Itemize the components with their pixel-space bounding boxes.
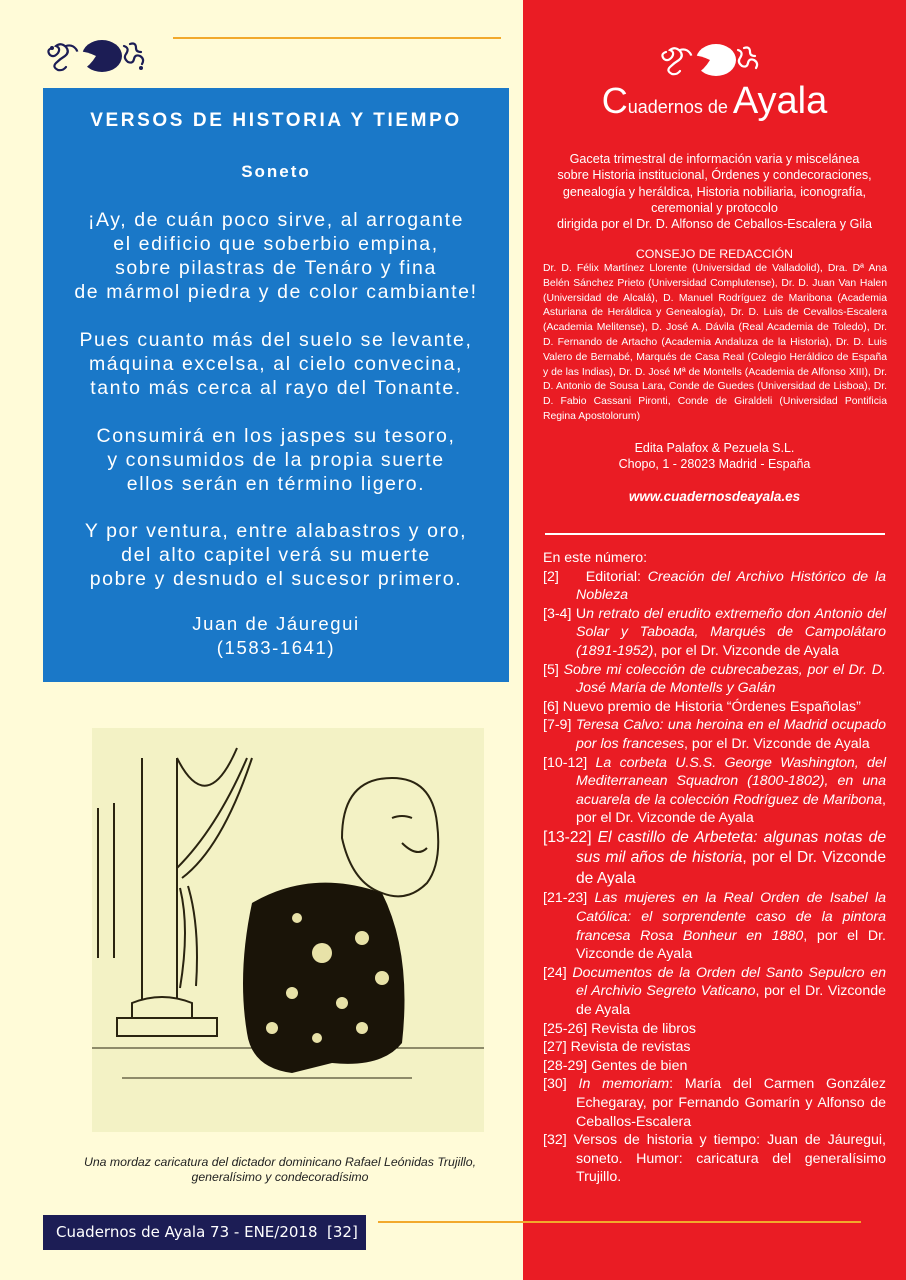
toc-item[interactable]	[543, 1038, 886, 1057]
ayala-logo-icon	[44, 38, 154, 74]
toc-title: Teresa Calvo: una heroina en el Madrid ocupado por los franceses	[575, 717, 886, 752]
divider	[545, 533, 885, 535]
description-line: Gaceta trimestral de información varia y miscelánea	[569, 152, 860, 166]
toc-text: Revista de revistas	[566, 1039, 691, 1056]
title-initial: C	[601, 80, 628, 121]
caricature-image-icon	[92, 728, 484, 1132]
toc-pages: [10-12]	[543, 754, 588, 771]
toc-text: Versos de historia y tiempo: Juan de Jáuregui, soneto. Humor: caricatura del generalísimo Trujillo.	[566, 1132, 886, 1186]
section-title: VERSOS DE HISTORIA Y TIEMPO	[90, 110, 462, 131]
toc-item[interactable]	[543, 1057, 886, 1076]
toc-item[interactable]	[543, 754, 886, 828]
stanza-2	[43, 328, 509, 400]
ayala-logo-icon	[658, 42, 768, 78]
masthead-column	[523, 0, 906, 1280]
verse: Consumirá en los jaspes su tesoro,	[96, 425, 456, 447]
toc-pages: [32]	[543, 1132, 567, 1149]
publisher-address: Chopo, 1 - 28023 Madrid - España	[618, 457, 811, 471]
toc-pages: [24]	[543, 964, 567, 981]
toc-item[interactable]	[543, 889, 886, 963]
verse: pobre y desnudo el sucesor primero.	[89, 568, 463, 590]
toc-title: Creación del Archivo Histórico de la Nobleza	[576, 568, 886, 604]
toc-pages: [21-23]	[543, 890, 588, 907]
bottom-divider	[378, 1221, 861, 1223]
author-dates: (1583-1641)	[216, 637, 336, 658]
table-of-contents	[543, 549, 886, 1187]
stanza-4	[43, 519, 509, 591]
title-ayala: Ayala	[732, 80, 828, 122]
publisher-info	[523, 440, 906, 472]
toc-pages: [25-26]	[543, 1020, 588, 1037]
toc-text: , por el Dr. Vizconde de Ayala	[576, 983, 886, 1018]
website-link[interactable]: www.cuadernosdeayala.es	[628, 489, 801, 504]
toc-title: El castillo de Arbeteta: algunas notas de sus mil años de historia	[576, 828, 886, 867]
stanza-1	[43, 208, 509, 304]
toc-pages: [30]	[543, 1076, 567, 1093]
verse: el edificio que soberbio empina,	[113, 233, 439, 255]
description-line: sobre Historia institucional, Órdenes y condecoraciones,	[557, 168, 872, 183]
verse: de mármol piedra y de color cambiante!	[74, 281, 478, 303]
toc-item[interactable]	[543, 698, 886, 717]
description-line: genealogía y heráldica, Historia nobiliaria, iconografía,	[562, 184, 867, 199]
verse: Y por ventura, entre alabastros y oro,	[84, 520, 468, 542]
poem-box	[43, 88, 509, 682]
editorial-board-heading: CONSEJO DE REDACCIÓN	[635, 247, 794, 261]
toc-pages: [13-22]	[543, 828, 592, 846]
toc-title: Las mujeres en la Real Orden de Isabel la Católica: el sorprendente caso de la pintora francesa Rosa Bonheur en 1880	[576, 890, 886, 944]
toc-item[interactable]	[543, 1075, 886, 1131]
verse: sobre pilastras de Tenáro y fina	[115, 257, 437, 279]
toc-text: , por el Dr. Vizconde de Ayala	[576, 791, 886, 827]
toc-text: Revista de libros	[587, 1020, 696, 1037]
toc-item[interactable]	[543, 605, 886, 661]
verse: Pues cuanto más del suelo se levante,	[79, 329, 473, 351]
caricature-illustration	[92, 728, 484, 1132]
toc-pages: [3-4]	[543, 605, 572, 622]
toc-pages: [27]	[543, 1039, 567, 1056]
toc-title: In memoriam	[578, 1076, 670, 1093]
toc-pages: [7-9]	[543, 717, 572, 734]
magazine-description	[533, 151, 896, 232]
toc-item[interactable]	[543, 661, 886, 698]
toc-pages: [28-29]	[543, 1057, 588, 1074]
page-footer-label: Cuadernos de Ayala 73 - ENE/2018 [32]	[43, 1215, 366, 1250]
poem-subtitle: Soneto	[241, 162, 311, 181]
toc-heading: En este número:	[543, 550, 648, 566]
description-line: dirigida por el Dr. D. Alfonso de Ceballos-Escalera y Gila	[557, 217, 872, 232]
toc-text: : María del Carmen González Echegaray, por Fernando Gomarín y Alfonso de Ceballos-Escalera	[576, 1076, 886, 1130]
publisher-name: Edita Palafox & Pezuela S.L.	[634, 441, 795, 455]
verse: y consumidos de la propia suerte	[107, 449, 445, 471]
stanza-3	[43, 424, 509, 496]
toc-title: Documentos de la Orden del Santo Sepulcro en el Archivio Segreto Vaticano	[572, 964, 886, 1000]
toc-pages: [5]	[543, 661, 559, 678]
title-middle: uadernos de	[627, 97, 733, 117]
toc-item[interactable]	[543, 828, 886, 890]
toc-title: Sobre mi colección de cubrecabezas, por el Dr. D. José María de Montells y Galán	[563, 661, 886, 697]
magazine-title	[523, 80, 906, 123]
toc-text: , por el Dr. Vizconde de Ayala	[576, 849, 886, 887]
illustration-caption	[40, 1155, 520, 1185]
toc-item[interactable]	[543, 1131, 886, 1187]
toc-text: , por el Dr. Vizconde de Ayala	[653, 642, 839, 659]
toc-text: Nuevo premio de Historia “Órdenes Españolas”	[558, 698, 861, 715]
caption-line: generalísimo y condecoradísimo	[191, 1170, 369, 1184]
toc-item[interactable]	[543, 568, 886, 605]
toc-item[interactable]	[543, 1020, 886, 1039]
toc-text	[567, 1076, 579, 1092]
toc-title: n retrato del erudito extremeño don Antonio del Solar y Taboada, Marqués de Campolátaro (1891-1952)	[576, 605, 887, 659]
toc-pages: [2]	[543, 568, 559, 585]
toc-item[interactable]	[543, 964, 886, 1020]
verse: ¡Ay, de cuán poco sirve, al arrogante	[87, 209, 465, 231]
toc-text: U	[571, 605, 587, 622]
description-line: ceremonial y protocolo	[651, 200, 778, 215]
toc-text: Gentes de bien	[587, 1057, 688, 1074]
toc-text: Editorial:	[558, 568, 648, 585]
verse: máquina excelsa, al cielo convecina,	[88, 353, 464, 375]
editorial-board-list: Dr. D. Félix Martínez Llorente (Universidad de Valladolid), Dra. Dª Ana Belén Sánchez Prieto (Universidad Complutense), Dr. D. Juan Van Halen (Universidad de Alcalá), D. Manuel Rodríguez de Maribona (Academia Asturiana de Heráldica y Genealogía), Dr. D. Luis de Cevallos-Escalera (Academia Melitense), D. José A. Dávila (Real Academia de Toledo), Dr. D. Fernando de Artacho (Academia Andaluza de la Historia), Dr. D. Luis Valero de Bernabé, Marqués de Casa Real (Colegio Heráldico de España y de las Indias), Dr. D. José Mª de Montells (Academia de Alfonso XIII), Dr. D. Antonio de Sousa Lara, Conde de Guedes (Universidad de Lisboa), Dr. D. Fabio Cassani Pironti, Conde de Giraldeli (Universidad Pontificia Regina Apostolorum)	[543, 263, 887, 422]
toc-pages: [6]	[543, 698, 559, 715]
verse: tanto más cerca al rayo del Tonante.	[90, 377, 462, 399]
verse: del alto capitel verá su muerte	[121, 544, 431, 566]
toc-item[interactable]	[543, 716, 886, 753]
toc-text: , por el Dr. Vizconde de Ayala	[684, 735, 870, 752]
verse: ellos serán en término ligero.	[126, 473, 426, 495]
caption-line: Una mordaz caricatura del dictador dominicano Rafael Leónidas Trujillo,	[83, 1155, 477, 1169]
poem-author	[43, 612, 509, 660]
toc-text: , por el Dr. Vizconde de Ayala	[576, 927, 886, 963]
toc-title: La corbeta U.S.S. George Washington, del Mediterranean Squadron (1800-1802), en una acuarela de la colección Rodríguez de Maribona	[576, 754, 886, 808]
author-name: Juan de Jáuregui	[192, 613, 360, 634]
top-divider	[173, 37, 501, 39]
